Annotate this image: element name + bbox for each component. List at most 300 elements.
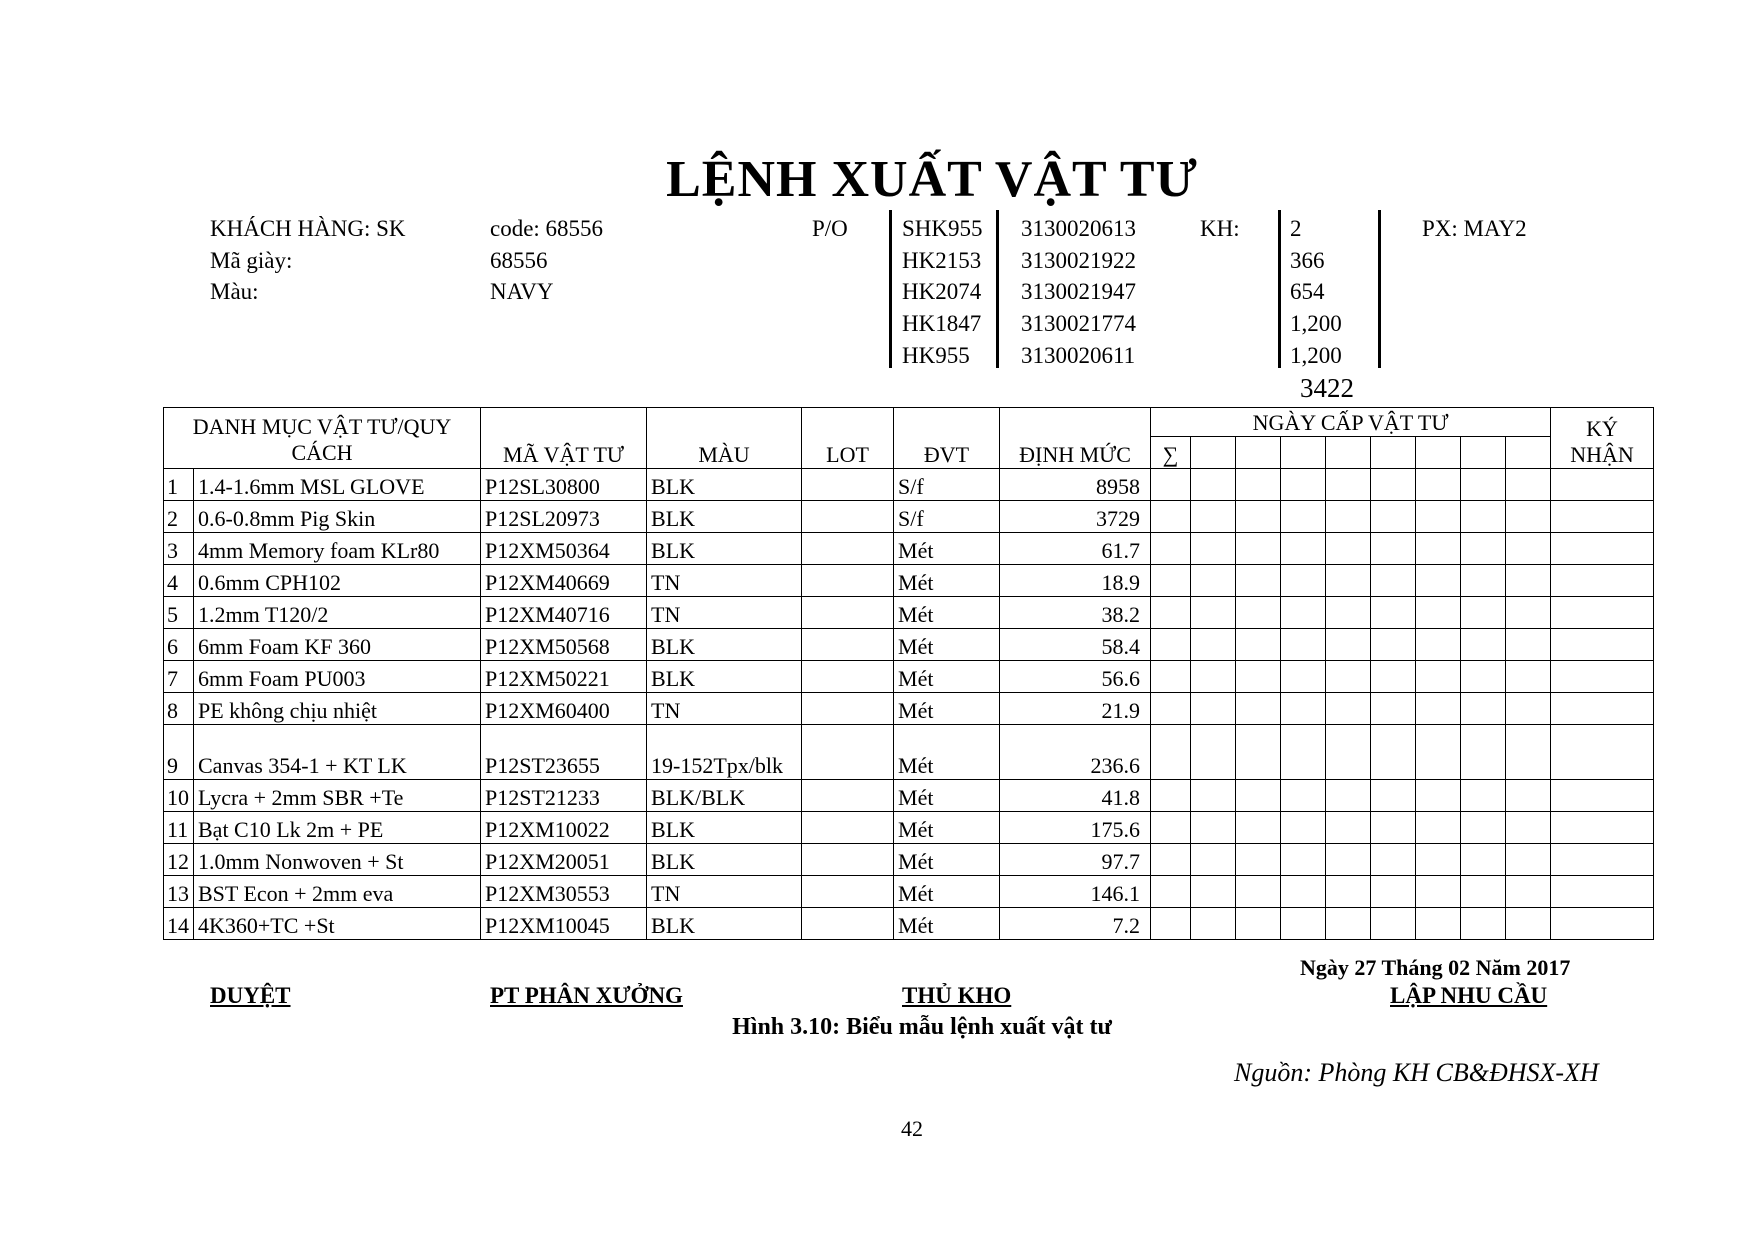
date-cell bbox=[1236, 469, 1281, 501]
date-cell bbox=[1281, 661, 1326, 693]
workshop-label: PT PHÂN XƯỞNG bbox=[490, 983, 683, 1008]
date-cell bbox=[1151, 597, 1191, 629]
po-divider-mid bbox=[996, 210, 999, 368]
item-norm: 58.4 bbox=[1000, 629, 1151, 661]
header-sigma: ∑ bbox=[1151, 437, 1191, 469]
table-row bbox=[164, 629, 1654, 661]
item-lot bbox=[802, 812, 894, 844]
date-cell bbox=[1191, 629, 1236, 661]
row-number: 13 bbox=[164, 876, 194, 908]
date-cell bbox=[1506, 565, 1551, 597]
row-number: 1 bbox=[164, 469, 194, 501]
po-number: 3130021947 bbox=[1021, 279, 1136, 304]
date-cell bbox=[1281, 629, 1326, 661]
item-code: P12ST23655 bbox=[481, 725, 647, 780]
header-item: DANH MỤC VẬT TƯ/QUY CÁCH bbox=[164, 408, 481, 469]
date-cell bbox=[1236, 844, 1281, 876]
date-cell bbox=[1371, 844, 1416, 876]
date-cell bbox=[1151, 908, 1191, 940]
date-cell bbox=[1326, 533, 1371, 565]
item-lot bbox=[802, 501, 894, 533]
date-cell bbox=[1461, 629, 1506, 661]
date-cell bbox=[1281, 844, 1326, 876]
date-cell bbox=[1371, 693, 1416, 725]
item-name: BST Econ + 2mm eva bbox=[194, 876, 481, 908]
date-cell bbox=[1416, 629, 1461, 661]
date-cell bbox=[1236, 533, 1281, 565]
item-code: P12XM60400 bbox=[481, 693, 647, 725]
date-cell bbox=[1191, 908, 1236, 940]
row-number: 9 bbox=[164, 725, 194, 780]
date-cell bbox=[1371, 725, 1416, 780]
signature-cell bbox=[1551, 844, 1654, 876]
date-cell bbox=[1326, 501, 1371, 533]
date-cell bbox=[1461, 565, 1506, 597]
date-cell bbox=[1506, 629, 1551, 661]
item-code: P12ST21233 bbox=[481, 780, 647, 812]
item-norm: 41.8 bbox=[1000, 780, 1151, 812]
item-name: Canvas 354-1 + KT LK bbox=[194, 725, 481, 780]
storekeeper-label: THỦ KHO bbox=[902, 983, 1012, 1008]
date-cell bbox=[1461, 725, 1506, 780]
date-cell bbox=[1326, 844, 1371, 876]
date-cell bbox=[1326, 693, 1371, 725]
table-row bbox=[164, 812, 1654, 844]
date-cell bbox=[1236, 908, 1281, 940]
date-cell bbox=[1281, 437, 1326, 469]
date-cell bbox=[1151, 501, 1191, 533]
date-cell bbox=[1326, 812, 1371, 844]
date-cell bbox=[1371, 629, 1416, 661]
date-cell bbox=[1236, 437, 1281, 469]
item-norm: 7.2 bbox=[1000, 908, 1151, 940]
date-cell bbox=[1326, 908, 1371, 940]
signature-cell bbox=[1551, 908, 1654, 940]
item-lot bbox=[802, 780, 894, 812]
date-cell bbox=[1326, 725, 1371, 780]
date-cell bbox=[1506, 812, 1551, 844]
date-cell bbox=[1236, 693, 1281, 725]
row-number: 4 bbox=[164, 565, 194, 597]
po-code: HK1847 bbox=[902, 311, 982, 336]
item-code: P12XM50568 bbox=[481, 629, 647, 661]
po-number: 3130021774 bbox=[1021, 311, 1136, 336]
item-code: P12SL30800 bbox=[481, 469, 647, 501]
signature-cell bbox=[1551, 812, 1654, 844]
date-cell bbox=[1281, 693, 1326, 725]
signature-cell bbox=[1551, 629, 1654, 661]
row-number: 11 bbox=[164, 812, 194, 844]
date-cell bbox=[1151, 780, 1191, 812]
date-cell bbox=[1506, 661, 1551, 693]
date-cell bbox=[1416, 469, 1461, 501]
date-cell bbox=[1191, 437, 1236, 469]
item-name: Bạt C10 Lk 2m + PE bbox=[194, 812, 481, 844]
item-name: 0.6mm CPH102 bbox=[194, 565, 481, 597]
page-title: LỆNH XUẤT VẬT TƯ bbox=[666, 151, 1198, 208]
date-cell bbox=[1416, 533, 1461, 565]
date-cell bbox=[1461, 844, 1506, 876]
date-cell bbox=[1371, 597, 1416, 629]
item-norm: 21.9 bbox=[1000, 693, 1151, 725]
table-row bbox=[164, 908, 1654, 940]
date-cell bbox=[1191, 597, 1236, 629]
shoe-code-label: Mã giày: bbox=[210, 248, 293, 273]
item-name: 1.4-1.6mm MSL GLOVE bbox=[194, 469, 481, 501]
table-row bbox=[164, 469, 1654, 501]
item-color: TN bbox=[647, 693, 802, 725]
item-color: BLK/BLK bbox=[647, 780, 802, 812]
qty-divider-left bbox=[1278, 210, 1281, 368]
materials-table bbox=[163, 407, 1654, 940]
date-cell bbox=[1326, 597, 1371, 629]
date-cell bbox=[1506, 501, 1551, 533]
date-cell bbox=[1416, 876, 1461, 908]
item-unit: S/f bbox=[894, 469, 1000, 501]
date-cell bbox=[1151, 565, 1191, 597]
item-color: TN bbox=[647, 597, 802, 629]
px-label: PX: MAY2 bbox=[1422, 216, 1527, 241]
date-cell bbox=[1416, 597, 1461, 629]
item-unit: Mét bbox=[894, 533, 1000, 565]
po-qty: 2 bbox=[1290, 216, 1302, 241]
date-cell bbox=[1191, 501, 1236, 533]
date-cell bbox=[1461, 501, 1506, 533]
date-cell bbox=[1191, 565, 1236, 597]
item-color: BLK bbox=[647, 812, 802, 844]
row-number: 3 bbox=[164, 533, 194, 565]
date-cell bbox=[1461, 812, 1506, 844]
row-number: 7 bbox=[164, 661, 194, 693]
item-unit: Mét bbox=[894, 876, 1000, 908]
signature-cell bbox=[1551, 780, 1654, 812]
po-number: 3130020611 bbox=[1021, 343, 1136, 368]
date-cell bbox=[1506, 876, 1551, 908]
date-cell bbox=[1371, 908, 1416, 940]
po-code: HK2074 bbox=[902, 279, 982, 304]
po-qty: 654 bbox=[1290, 279, 1325, 304]
table-row bbox=[164, 533, 1654, 565]
signature-cell bbox=[1551, 501, 1654, 533]
item-lot bbox=[802, 597, 894, 629]
table-body bbox=[164, 469, 1654, 940]
date-cell bbox=[1191, 533, 1236, 565]
date-cell bbox=[1461, 533, 1506, 565]
row-number: 14 bbox=[164, 908, 194, 940]
code-label: code: 68556 bbox=[490, 216, 604, 241]
row-number: 5 bbox=[164, 597, 194, 629]
date-cell bbox=[1416, 780, 1461, 812]
table-row bbox=[164, 597, 1654, 629]
customer-label: KHÁCH HÀNG: SK bbox=[210, 216, 406, 241]
item-norm: 8958 bbox=[1000, 469, 1151, 501]
item-lot bbox=[802, 908, 894, 940]
date-cell bbox=[1371, 780, 1416, 812]
date-cell bbox=[1416, 812, 1461, 844]
shoe-code-value: 68556 bbox=[490, 248, 548, 273]
item-unit: Mét bbox=[894, 597, 1000, 629]
po-qty: 366 bbox=[1290, 248, 1325, 273]
date-cell bbox=[1326, 629, 1371, 661]
approve-label: DUYỆT bbox=[210, 983, 291, 1008]
date-cell bbox=[1371, 661, 1416, 693]
date-cell bbox=[1151, 725, 1191, 780]
item-color: BLK bbox=[647, 533, 802, 565]
signature-cell bbox=[1551, 469, 1654, 501]
table-row bbox=[164, 725, 1654, 780]
item-name: 6mm Foam KF 360 bbox=[194, 629, 481, 661]
date-cell bbox=[1151, 693, 1191, 725]
date-cell bbox=[1461, 780, 1506, 812]
date-cell bbox=[1326, 437, 1371, 469]
signature-cell bbox=[1551, 533, 1654, 565]
item-lot bbox=[802, 661, 894, 693]
date-cell bbox=[1151, 844, 1191, 876]
document-date: Ngày 27 Tháng 02 Năm 2017 bbox=[1300, 955, 1571, 980]
signature-cell bbox=[1551, 661, 1654, 693]
figure-source: Nguồn: Phòng KH CB&ĐHSX-XH bbox=[1234, 1058, 1599, 1087]
po-divider-left bbox=[889, 210, 892, 368]
item-lot bbox=[802, 725, 894, 780]
table-row bbox=[164, 844, 1654, 876]
date-cell bbox=[1281, 501, 1326, 533]
item-unit: Mét bbox=[894, 780, 1000, 812]
requester-label: LẬP NHU CẦU bbox=[1390, 983, 1548, 1008]
item-lot bbox=[802, 693, 894, 725]
header-issue-date: NGÀY CẤP VẬT TƯ bbox=[1151, 408, 1551, 437]
row-number: 8 bbox=[164, 693, 194, 725]
date-cell bbox=[1506, 437, 1551, 469]
item-unit: Mét bbox=[894, 725, 1000, 780]
page-number: 42 bbox=[901, 1116, 923, 1141]
table-row bbox=[164, 693, 1654, 725]
row-number: 10 bbox=[164, 780, 194, 812]
date-cell bbox=[1281, 725, 1326, 780]
date-cell bbox=[1416, 725, 1461, 780]
date-cell bbox=[1416, 661, 1461, 693]
item-name: 4K360+TC +St bbox=[194, 908, 481, 940]
kh-label: KH: bbox=[1200, 216, 1240, 241]
item-code: P12XM50221 bbox=[481, 661, 647, 693]
item-unit: S/f bbox=[894, 501, 1000, 533]
table-header-row bbox=[164, 408, 1654, 437]
date-cell bbox=[1236, 597, 1281, 629]
date-cell bbox=[1506, 908, 1551, 940]
date-cell bbox=[1461, 597, 1506, 629]
date-cell bbox=[1371, 437, 1416, 469]
po-qty: 1,200 bbox=[1290, 311, 1342, 336]
date-cell bbox=[1191, 780, 1236, 812]
date-cell bbox=[1191, 812, 1236, 844]
date-cell bbox=[1416, 908, 1461, 940]
date-cell bbox=[1506, 844, 1551, 876]
date-cell bbox=[1416, 437, 1461, 469]
item-lot bbox=[802, 533, 894, 565]
date-cell bbox=[1281, 876, 1326, 908]
item-norm: 61.7 bbox=[1000, 533, 1151, 565]
po-qty: 1,200 bbox=[1290, 343, 1342, 368]
date-cell bbox=[1236, 501, 1281, 533]
item-code: P12XM50364 bbox=[481, 533, 647, 565]
item-lot bbox=[802, 629, 894, 661]
date-cell bbox=[1281, 533, 1326, 565]
date-cell bbox=[1416, 565, 1461, 597]
item-unit: Mét bbox=[894, 844, 1000, 876]
po-number: 3130020613 bbox=[1021, 216, 1136, 241]
header-norm: ĐỊNH MỨC bbox=[1000, 408, 1151, 469]
signature-cell bbox=[1551, 597, 1654, 629]
date-cell bbox=[1191, 693, 1236, 725]
date-cell bbox=[1506, 597, 1551, 629]
date-cell bbox=[1326, 780, 1371, 812]
date-cell bbox=[1151, 629, 1191, 661]
date-cell bbox=[1461, 876, 1506, 908]
date-cell bbox=[1371, 501, 1416, 533]
item-name: 4mm Memory foam KLr80 bbox=[194, 533, 481, 565]
date-cell bbox=[1371, 812, 1416, 844]
date-cell bbox=[1326, 661, 1371, 693]
item-unit: Mét bbox=[894, 565, 1000, 597]
date-cell bbox=[1326, 876, 1371, 908]
row-number: 6 bbox=[164, 629, 194, 661]
table-row bbox=[164, 565, 1654, 597]
item-unit: Mét bbox=[894, 812, 1000, 844]
item-name: 6mm Foam PU003 bbox=[194, 661, 481, 693]
item-code: P12XM30553 bbox=[481, 876, 647, 908]
color-value: NAVY bbox=[490, 279, 554, 304]
date-cell bbox=[1281, 780, 1326, 812]
item-norm: 3729 bbox=[1000, 501, 1151, 533]
item-norm: 146.1 bbox=[1000, 876, 1151, 908]
date-cell bbox=[1281, 565, 1326, 597]
date-cell bbox=[1461, 469, 1506, 501]
item-code: P12XM20051 bbox=[481, 844, 647, 876]
date-cell bbox=[1326, 565, 1371, 597]
item-code: P12SL20973 bbox=[481, 501, 647, 533]
table-row bbox=[164, 876, 1654, 908]
signature-cell bbox=[1551, 693, 1654, 725]
date-cell bbox=[1236, 725, 1281, 780]
date-cell bbox=[1371, 469, 1416, 501]
date-cell bbox=[1191, 469, 1236, 501]
date-cell bbox=[1236, 661, 1281, 693]
item-code: P12XM40716 bbox=[481, 597, 647, 629]
item-color: BLK bbox=[647, 629, 802, 661]
signature-cell bbox=[1551, 876, 1654, 908]
signature-cell bbox=[1551, 565, 1654, 597]
po-code: HK2153 bbox=[902, 248, 982, 273]
po-code: SHK955 bbox=[902, 216, 983, 241]
row-number: 2 bbox=[164, 501, 194, 533]
table-row bbox=[164, 661, 1654, 693]
date-cell bbox=[1461, 693, 1506, 725]
date-cell bbox=[1236, 780, 1281, 812]
item-color: TN bbox=[647, 876, 802, 908]
item-norm: 38.2 bbox=[1000, 597, 1151, 629]
item-lot bbox=[802, 565, 894, 597]
item-color: BLK bbox=[647, 661, 802, 693]
date-cell bbox=[1416, 844, 1461, 876]
date-cell bbox=[1281, 908, 1326, 940]
table-row bbox=[164, 501, 1654, 533]
date-cell bbox=[1236, 812, 1281, 844]
item-name: PE không chịu nhiệt bbox=[194, 693, 481, 725]
total-quantity: 3422 bbox=[1300, 373, 1354, 403]
date-cell bbox=[1151, 533, 1191, 565]
date-cell bbox=[1416, 693, 1461, 725]
item-code: P12XM40669 bbox=[481, 565, 647, 597]
item-norm: 175.6 bbox=[1000, 812, 1151, 844]
po-label: P/O bbox=[812, 216, 848, 241]
figure-caption: Hình 3.10: Biểu mẫu lệnh xuất vật tư bbox=[732, 1014, 1112, 1040]
qty-divider-right bbox=[1378, 210, 1381, 368]
po-code: HK955 bbox=[902, 343, 970, 368]
item-color: BLK bbox=[647, 908, 802, 940]
item-norm: 97.7 bbox=[1000, 844, 1151, 876]
date-cell bbox=[1191, 844, 1236, 876]
date-cell bbox=[1281, 597, 1326, 629]
date-cell bbox=[1151, 469, 1191, 501]
date-cell bbox=[1506, 780, 1551, 812]
date-cell bbox=[1326, 469, 1371, 501]
date-cell bbox=[1191, 725, 1236, 780]
date-cell bbox=[1151, 812, 1191, 844]
header-color: MÀU bbox=[647, 408, 802, 469]
date-cell bbox=[1461, 908, 1506, 940]
date-cell bbox=[1506, 693, 1551, 725]
item-unit: Mét bbox=[894, 629, 1000, 661]
item-code: P12XM10045 bbox=[481, 908, 647, 940]
header-unit: ĐVT bbox=[894, 408, 1000, 469]
date-cell bbox=[1461, 437, 1506, 469]
date-cell bbox=[1236, 876, 1281, 908]
item-color: TN bbox=[647, 565, 802, 597]
item-color: 19-152Tpx/blk bbox=[647, 725, 802, 780]
date-cell bbox=[1151, 876, 1191, 908]
date-cell bbox=[1461, 661, 1506, 693]
item-norm: 56.6 bbox=[1000, 661, 1151, 693]
item-unit: Mét bbox=[894, 693, 1000, 725]
item-lot bbox=[802, 876, 894, 908]
date-cell bbox=[1236, 565, 1281, 597]
item-code: P12XM10022 bbox=[481, 812, 647, 844]
date-cell bbox=[1371, 533, 1416, 565]
date-cell bbox=[1371, 876, 1416, 908]
table-row bbox=[164, 780, 1654, 812]
date-cell bbox=[1191, 661, 1236, 693]
item-lot bbox=[802, 469, 894, 501]
date-cell bbox=[1506, 533, 1551, 565]
item-name: 0.6-0.8mm Pig Skin bbox=[194, 501, 481, 533]
item-unit: Mét bbox=[894, 908, 1000, 940]
item-color: BLK bbox=[647, 469, 802, 501]
date-cell bbox=[1236, 629, 1281, 661]
header-lot: LOT bbox=[802, 408, 894, 469]
date-cell bbox=[1506, 469, 1551, 501]
signature-cell bbox=[1551, 725, 1654, 780]
date-cell bbox=[1191, 876, 1236, 908]
date-cell bbox=[1371, 565, 1416, 597]
po-number: 3130021922 bbox=[1021, 248, 1136, 273]
date-cell bbox=[1151, 661, 1191, 693]
header-sign: KÝ NHẬN bbox=[1551, 408, 1654, 469]
color-label: Màu: bbox=[210, 279, 259, 304]
item-name: 1.2mm T120/2 bbox=[194, 597, 481, 629]
item-norm: 236.6 bbox=[1000, 725, 1151, 780]
item-color: BLK bbox=[647, 844, 802, 876]
item-norm: 18.9 bbox=[1000, 565, 1151, 597]
date-cell bbox=[1416, 501, 1461, 533]
